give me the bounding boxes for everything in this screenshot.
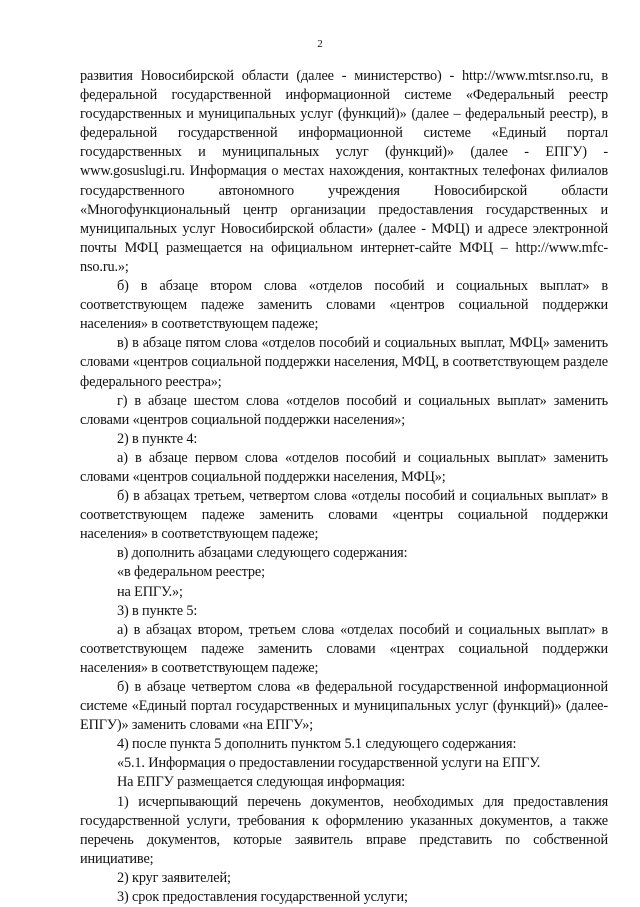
paragraph-list-item: 2) круг заявителей; xyxy=(117,869,231,886)
paragraph-item-g: г) в абзаце шестом слова «отделов пособий и социальных выплат» заменить словами «центров социальной поддержки населения»; xyxy=(80,392,608,428)
paragraph-list-item: 3) срок предоставления государственной услуги; xyxy=(117,889,408,906)
paragraph-item-b: б) в абзаце четвертом слова «в федеральной государственной информационной системе «Единый портал государственных и муниципальных услуг (функций)» (далее-ЕПГУ)» заменить словами «на ЕПГУ»; xyxy=(80,679,608,734)
page-number: 2 xyxy=(317,38,323,50)
paragraph-list-item: 1) исчерпывающий перечень документов, необходимых для предоставления государственной услуги, требования к оформлению указанных документов, а также перечень документов, которые заявитель вправе представить по собственной инициативе; xyxy=(80,793,608,867)
paragraph-item-a: а) в абзацах втором, третьем слова «отделах пособий и социальных выплат» в соответствующем падеже заменить словами «центрах социальной поддержки населения» в соответствующем падеже; xyxy=(80,621,608,676)
paragraph-quote-line: на ЕПГУ.»; xyxy=(117,583,183,600)
paragraph-quote-line: «в федеральном реестре; xyxy=(117,564,265,581)
paragraph-item-v: в) дополнить абзацами следующего содержания: xyxy=(117,545,408,562)
paragraph-point-4: 4) после пункта 5 дополнить пунктом 5.1 следующего содержания: xyxy=(117,736,517,753)
paragraph-item-b: б) в абзацах третьем, четвертом слова «отделы пособий и социальных выплат» в соответствующем падеже заменить словами «центры социальной поддержки населения» в соответствующем падеже; xyxy=(80,488,608,543)
document-body xyxy=(80,67,608,907)
paragraph-continuation: развития Новосибирской области (далее - министерство) - http://www.mtsr.nso.ru, в федеральной государственной информационной системе «Федеральный реестр государственных и муниципальных услуг (функций)» (далее – федеральный реестр), в федеральной государственной информационной системе «Единый портал государственных и муниципальных услуг (функций)» (далее - ЕПГУ) - www.gosuslugi.ru. Информация о местах нахождения, контактных телефонах филиалов государственного автономного учреждения Новосибирской области «Многофункциональный центр организации предоставления государственных и муниципальных услуг Новосибирской области» (далее - МФЦ) и адресе электронной почты МФЦ размещается на официальном интернет-сайте МФЦ – http://www.mfc-nso.ru.»; xyxy=(80,68,608,275)
paragraph-item-b: б) в абзаце втором слова «отделов пособий и социальных выплат» в соответствующем падеже заменить словами «центров социальной поддержки населения» в соответствующем падеже; xyxy=(80,278,608,333)
paragraph-point-2: 2) в пункте 4: xyxy=(117,430,198,447)
paragraph-intro: На ЕПГУ размещается следующая информация: xyxy=(117,774,406,791)
paragraph-item-a: а) в абзаце первом слова «отделов пособий и социальных выплат» заменить словами «центров социальной поддержки населения, МФЦ»; xyxy=(80,449,608,485)
paragraph-item-v: в) в абзаце пятом слова «отделов пособий и социальных выплат, МФЦ» заменить словами «центров социальной поддержки населения, МФЦ, в соответствующем разделе федерального реестра»; xyxy=(80,335,608,390)
paragraph-point-3: 3) в пункте 5: xyxy=(117,602,198,619)
paragraph-section-heading: «5.1. Информация о предоставлении государственной услуги на ЕПГУ. xyxy=(117,755,541,772)
